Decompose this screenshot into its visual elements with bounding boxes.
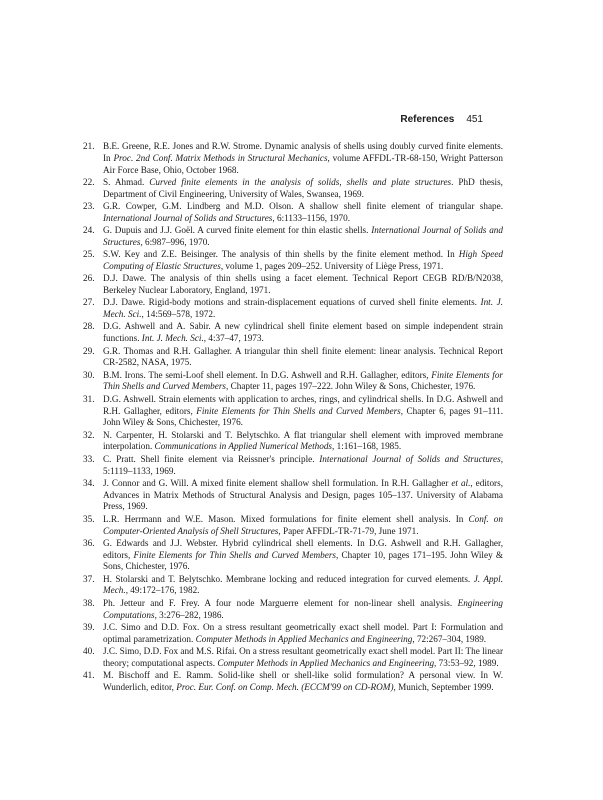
reference-text-lead: G.R. Cowper, G.M. Lindberg and M.D. Olson. A shallow shell finite element of triangular shape. xyxy=(103,200,503,211)
reference-text xyxy=(103,622,503,646)
reference-number: 34. xyxy=(83,477,95,488)
reference-text-tail: , volume 1, pages 209–252. University of Liège Press, 1971. xyxy=(220,260,444,271)
reference-item xyxy=(83,598,503,622)
reference-text-lead: J.C. Simo, D.D. Fox and M.S. Rifai. On a stress resultant geometrically exact shell model. Part II: The linear theory; computational aspects. xyxy=(103,645,503,668)
reference-item xyxy=(83,574,503,598)
reference-source-title: et al. xyxy=(451,477,471,488)
reference-source-title: Int. J. Mech. Sci. xyxy=(103,297,503,320)
reference-number: 22. xyxy=(83,176,95,187)
reference-text-lead: J.C. Simo and D.D. Fox. On a stress resultant geometrically exact shell model. Part I: Formulation and optimal parametrization. xyxy=(103,621,503,644)
reference-text-lead: D.J. Dawe. Rigid-body motions and strain-displacement equations of curved shell finite elements. xyxy=(103,297,481,308)
reference-item xyxy=(83,177,503,201)
reference-text-tail: , 72:267–304, 1989. xyxy=(412,633,487,644)
reference-number: 39. xyxy=(83,621,95,632)
reference-text-lead: D.G. Ashwell and A. Sabir. A new cylindrical shell finite element based on simple independent strain functions. xyxy=(103,321,503,344)
reference-text-tail: , 5:1119–1133, 1969. xyxy=(103,453,503,476)
reference-item xyxy=(83,622,503,646)
reference-text-lead: B.M. Irons. The semi-Loof shell element. In D.G. Ashwell and R.H. Gallagher, editors, xyxy=(103,369,432,380)
reference-number: 36. xyxy=(83,537,95,548)
reference-source-title: Finite Elements for Thin Shells and Curved Members xyxy=(196,405,401,416)
reference-text-lead: N. Carpenter, H. Stolarski and T. Belytschko. A flat triangular shell element with improved membrane interpolation. xyxy=(103,429,503,452)
reference-text-lead: D.G. Ashwell. Strain elements with application to arches, rings, and cylindrical shells. In D.G. Ashwell and R.H. Gallagher, editors, xyxy=(103,393,503,416)
reference-item xyxy=(83,225,503,249)
reference-text xyxy=(103,297,503,321)
reference-text-tail: , Chapter 11, pages 197–222. John Wiley & Sons, Chichester, 1976. xyxy=(226,381,476,392)
reference-text-tail: , 49:172–176, 1982. xyxy=(125,585,200,596)
reference-text xyxy=(103,201,503,225)
reference-item xyxy=(83,370,503,394)
reference-source-title: Computer Methods in Applied Mechanics and Engineering xyxy=(195,633,413,644)
reference-text xyxy=(103,514,503,538)
reference-text-lead: J. Connor and G. Will. A mixed finite element shallow shell formulation. In R.H. Gallagher xyxy=(103,477,452,488)
reference-list xyxy=(83,141,503,694)
reference-text-lead: B.E. Greene, R.E. Jones and R.W. Strome. Dynamic analysis of shells using doubly curved finite elements. In xyxy=(103,141,503,163)
reference-text-lead: L.R. Herrmann and W.E. Mason. Mixed formulations for finite element shell analysis. In xyxy=(103,513,469,524)
reference-source-title: Computer Methods in Applied Mechanics and Engineering xyxy=(217,657,435,668)
reference-source-title: Engineering Computations xyxy=(103,597,503,620)
reference-number: 27. xyxy=(83,297,95,308)
reference-number: 24. xyxy=(83,225,95,236)
reference-text-lead: S. Ahmad. xyxy=(103,176,150,187)
reference-text-tail: , Chapter 10, pages 171–195. John Wiley & Sons, Chichester, 1976. xyxy=(103,549,503,572)
reference-text-lead: G. Edwards and J.J. Webster. Hybrid cylindrical shell elements. In D.G. Ashwell and R.H. Gallagher, editors, xyxy=(103,537,503,560)
reference-text xyxy=(103,598,503,622)
reference-number: 37. xyxy=(83,573,95,584)
reference-text xyxy=(103,670,503,694)
reference-number: 31. xyxy=(83,393,95,404)
reference-source-title: Proc. 2nd Conf. Matrix Methods in Structural Mechanics xyxy=(113,152,328,163)
reference-text-tail: , Munich, September 1999. xyxy=(393,681,494,692)
reference-text xyxy=(103,346,503,370)
reference-source-title: Communications in Applied Numerical Methods xyxy=(154,441,332,452)
reference-number: 29. xyxy=(83,345,95,356)
reference-text xyxy=(103,225,503,249)
reference-text-lead: G.R. Thomas and R.H. Gallagher. A triangular thin shell finite element: linear analysis. Technical Report CR-2582, NASA, 1975. xyxy=(103,345,503,368)
reference-number: 32. xyxy=(83,429,95,440)
reference-text xyxy=(103,478,503,513)
reference-source-title: Conf. on Computer-Oriented Analysis of Shell Structures xyxy=(103,513,503,536)
reference-text-lead: Ph. Jetteur and F. Frey. A four node Marguerre element for non-linear shell analysis. xyxy=(103,597,458,608)
reference-source-title: Finite Elements for Thin Shells and Curved Members xyxy=(133,549,336,560)
reference-text-tail: , 3:276–282, 1986. xyxy=(154,609,224,620)
reference-source-title: International Journal of Solids and Structures xyxy=(319,453,501,464)
reference-text-lead: M. Bischoff and E. Ramm. Solid-like shell or shell-like solid formulation? A personal view. In W. Wunderlich, editor, xyxy=(103,670,503,692)
reference-item xyxy=(83,478,503,513)
reference-source-title: International Journal of Solids and Structures xyxy=(103,225,503,247)
reference-source-title: Curved finite elements in the analysis of solids, shells and plate structures xyxy=(149,176,452,187)
reference-source-title: International Journal of Solids and Structures xyxy=(103,212,273,223)
reference-item xyxy=(83,646,503,670)
reference-text xyxy=(103,574,503,598)
reference-text-tail: , Paper AFFDL-TR-71-79, June 1971. xyxy=(278,525,419,536)
page-number: 451 xyxy=(466,114,483,125)
reference-number: 23. xyxy=(83,200,95,211)
reference-text xyxy=(103,394,503,429)
reference-text-tail: , volume AFFDL-TR-68-150, Wright Patterson Air Force Base, Ohio, October 1968. xyxy=(103,152,503,175)
reference-item xyxy=(83,201,503,225)
reference-text-tail: , 14:569–578, 1972. xyxy=(141,309,216,320)
reference-number: 28. xyxy=(83,321,95,332)
reference-text-tail: , 6:987–996, 1970. xyxy=(140,236,210,247)
reference-text xyxy=(103,273,503,297)
reference-text-lead: D.J. Dawe. The analysis of thin shells using a facet element. Technical Report CEGB RD/B/N2038, Berkeley Nuclear Laboratory, England, 1971. xyxy=(103,273,503,296)
reference-number: 21. xyxy=(83,141,95,151)
reference-item xyxy=(83,514,503,538)
reference-text xyxy=(103,454,503,478)
reference-text-tail: , 73:53–92, 1989. xyxy=(434,657,499,668)
reference-text xyxy=(103,249,503,273)
reference-text xyxy=(103,177,503,201)
reference-item xyxy=(83,141,503,176)
reference-source-title: Int. J. Mech. Sci. xyxy=(141,333,204,344)
reference-item xyxy=(83,394,503,429)
reference-text xyxy=(103,538,503,573)
reference-item xyxy=(83,273,503,297)
reference-item xyxy=(83,297,503,321)
reference-item xyxy=(83,454,503,478)
reference-text xyxy=(103,141,503,176)
reference-item xyxy=(83,430,503,454)
reference-item xyxy=(83,346,503,370)
reference-source-title: J. Appl. Mech. xyxy=(103,573,504,596)
reference-text xyxy=(103,646,503,670)
reference-text-lead: G. Dupuis and J.J. Goël. A curved finite element for thin elastic shells. xyxy=(103,225,372,236)
reference-number: 25. xyxy=(83,249,95,260)
reference-source-title: Proc. Eur. Conf. on Comp. Mech. (ECCM'99 on CD-ROM) xyxy=(176,681,394,692)
reference-number: 26. xyxy=(83,273,95,284)
reference-text xyxy=(103,321,503,345)
reference-number: 33. xyxy=(83,453,95,464)
reference-number: 41. xyxy=(83,670,95,681)
reference-text-lead: S.W. Key and Z.E. Beisinger. The analysis of thin shells by the finite element method. In xyxy=(103,249,459,260)
reference-number: 40. xyxy=(83,645,95,656)
reference-text-tail: . PhD thesis, Department of Civil Engineering, University of Wales, Swansea, 1969. xyxy=(103,176,503,199)
reference-text xyxy=(103,430,503,454)
reference-text-lead: H. Stolarski and T. Belytschko. Membrane locking and reduced integration for curved elements. xyxy=(103,573,474,584)
reference-item xyxy=(83,538,503,573)
reference-number: 38. xyxy=(83,597,95,608)
reference-source-title: Finite Elements for Thin Shells and Curved Members xyxy=(103,369,504,392)
reference-text-tail: , editors, Advances in Matrix Methods of Structural Analysis and Design, pages 105–137. University of Alabama Press, 1969. xyxy=(103,477,503,512)
running-header xyxy=(400,114,483,125)
reference-text-lead: C. Pratt. Shell finite element via Reissner's principle. xyxy=(103,453,320,464)
reference-text-tail: , 4:37–47, 1973. xyxy=(203,333,264,344)
reference-source-title: High Speed Computing of Elastic Structures xyxy=(103,249,504,271)
reference-text-tail: , 6:1133–1156, 1970. xyxy=(272,212,351,223)
reference-item xyxy=(83,249,503,273)
reference-item xyxy=(83,670,503,694)
reference-text-tail: , 1:161–168, 1985. xyxy=(332,441,402,452)
reference-number: 30. xyxy=(83,369,95,380)
reference-text-tail: , Chapter 6, pages 91–111. John Wiley & Sons, Chichester, 1976. xyxy=(103,405,504,428)
reference-number: 35. xyxy=(83,513,95,524)
reference-item xyxy=(83,321,503,345)
reference-text xyxy=(103,370,503,394)
section-title: References xyxy=(400,114,455,125)
